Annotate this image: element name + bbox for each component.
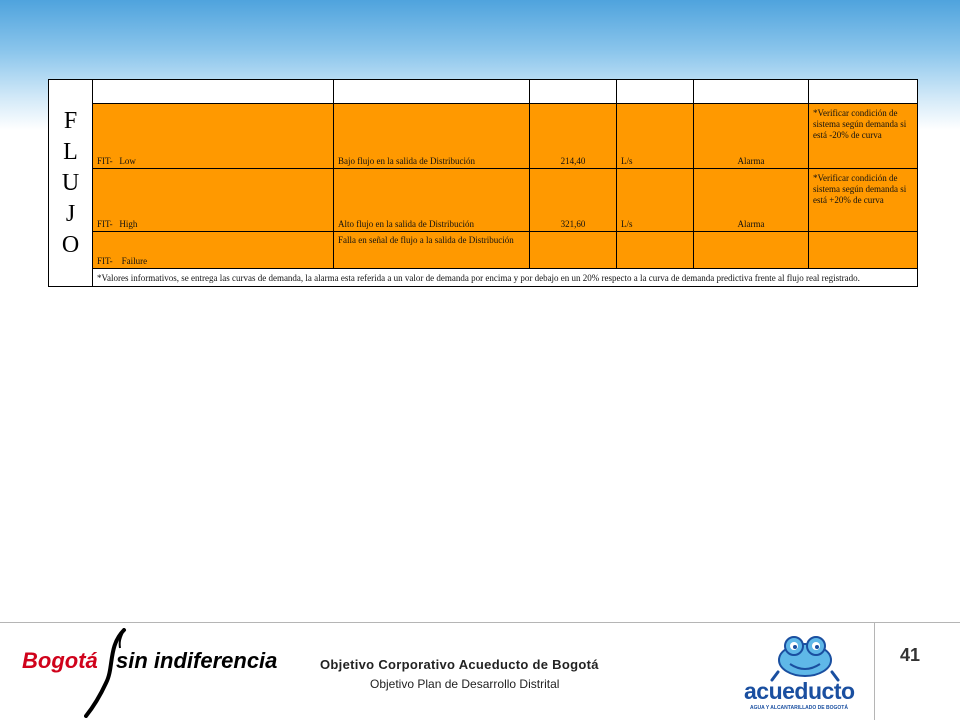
value-cell: 321,60 (530, 169, 617, 232)
frog-mascot-icon (770, 632, 840, 682)
footer-vertical-divider (874, 622, 875, 720)
acueducto-logo (740, 632, 870, 718)
observation-cell (809, 232, 918, 269)
section-letter: J (65, 200, 76, 227)
type-cell: Alarma (694, 169, 809, 232)
header-cell (530, 80, 617, 104)
description-cell: Bajo flujo en la salida de Distribución (334, 104, 530, 169)
header-cell (617, 80, 694, 104)
section-letter: O (61, 231, 80, 258)
description-cell: Alto flujo en la salida de Distribución (334, 169, 530, 232)
value-cell: 214,40 (530, 104, 617, 169)
table-row (49, 169, 918, 232)
note-row (49, 269, 918, 287)
description-cell: Falla en señal de flujo a la salida de Distribución (334, 232, 530, 269)
acueducto-logo-tagline: AGUA Y ALCANTARILLADO DE BOGOTÁ (750, 705, 848, 711)
acueducto-logo-word: acueducto (744, 678, 855, 704)
type-cell: Alarma (694, 104, 809, 169)
type-cell (694, 232, 809, 269)
footer-subtitle: Objetivo Plan de Desarrollo Distrital (370, 677, 560, 691)
bogota-sin-indiferencia-logo (22, 628, 278, 718)
header-cell (809, 80, 918, 104)
value-cell (530, 232, 617, 269)
observation-cell: *Verificar condición de sistema según demanda si está -20% de curva (809, 104, 918, 169)
bogota-logo-text (22, 648, 277, 674)
header-cell (93, 80, 334, 104)
footnote-cell: *Valores informativos, se entrega las curvas de demanda, la alarma esta referida a un valor de demanda por encima y por debajo en un 20% respecto a la curva de demanda predictiva frente al flujo real registrado. (93, 269, 918, 287)
unit-cell (617, 232, 694, 269)
bogota-logo-word: Bogotá (22, 648, 98, 673)
flujo-alarm-table (48, 79, 918, 287)
page-number: 41 (900, 645, 921, 665)
section-letter: F (63, 107, 78, 134)
header-cell (334, 80, 530, 104)
sin-indiferencia-logo-word: sin indiferencia (116, 648, 278, 673)
tag-cell: FIT- Low (93, 104, 334, 169)
table-row (49, 232, 918, 269)
bogota-logo-slash-icon (84, 628, 134, 718)
table-header-row (49, 80, 918, 104)
footer-divider (0, 622, 960, 623)
tag-cell: FIT- Failure (93, 232, 334, 269)
section-letter: L (63, 138, 78, 165)
flujo-section-label (49, 80, 93, 287)
footer-title: Objetivo Corporativo Acueducto de Bogotá (320, 657, 599, 672)
table-row (49, 104, 918, 169)
unit-cell: L/s (617, 104, 694, 169)
unit-cell: L/s (617, 169, 694, 232)
tag-cell: FIT- High (93, 169, 334, 232)
observation-cell: *Verificar condición de sistema según demanda si está +20% de curva (809, 169, 918, 232)
header-cell (694, 80, 809, 104)
section-letter: U (61, 169, 80, 196)
